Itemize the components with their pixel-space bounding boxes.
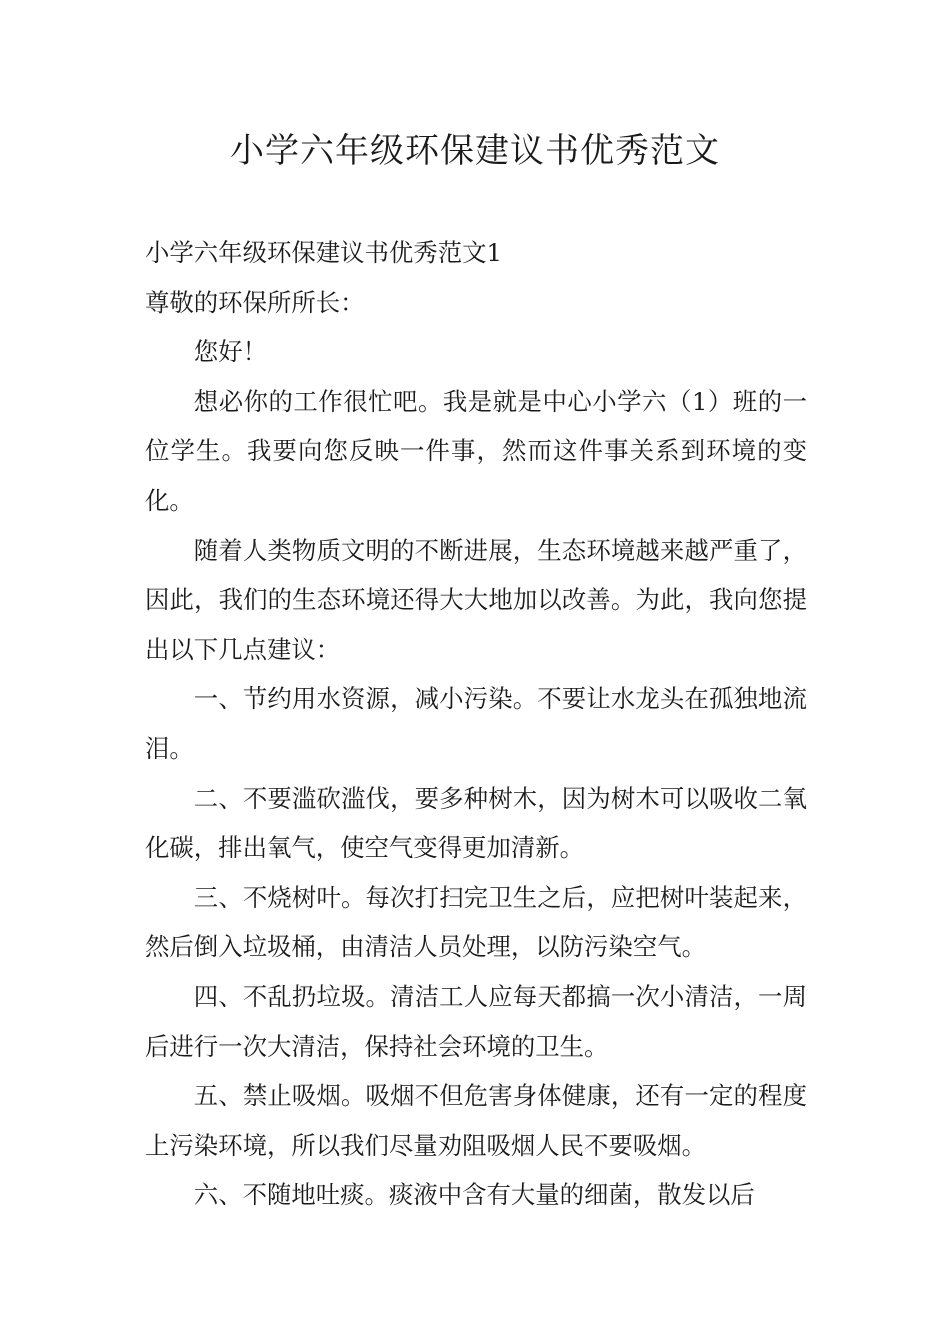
body-paragraph: 随着人类物质文明的不断进展，生态环境越来越严重了，因此，我们的生态环境还得大大地加以改善。为此，我向您提出以下几点建议： <box>145 535 807 664</box>
suggestion-item: 三、不烧树叶。每次打扫完卫生之后，应把树叶装起来，然后倒入垃圾桶，由清洁人员处理，以防污染空气。 <box>145 882 807 962</box>
document-title: 小学六年级环保建议书优秀范文 <box>230 131 720 171</box>
suggestion-item: 五、禁止吸烟。吸烟不但危害身体健康，还有一定的程度上污染环境，所以我们尽量劝阻吸烟人民不要吸烟。 <box>145 1081 807 1160</box>
suggestion-item: 六、不随地吐痰。痰液中含有大量的细菌，散发以后 <box>193 1180 755 1210</box>
salutation: 尊敬的环保所所长： <box>145 287 365 317</box>
suggestion-item: 二、不要滥砍滥伐，要多种树木，因为树木可以吸收二氧化碳，排出氧气，使空气变得更加清新。 <box>145 783 807 863</box>
document-body <box>145 228 807 1220</box>
suggestion-item: 四、不乱扔垃圾。清洁工人应每天都搞一次小清洁，一周后进行一次大清洁，保持社会环境的卫生。 <box>145 981 807 1061</box>
greeting: 您好！ <box>193 337 267 367</box>
suggestion-item: 一、节约用水资源，减小污染。不要让水龙头在孤独地流泪。 <box>145 684 807 763</box>
section-heading: 小学六年级环保建议书优秀范文1 <box>145 238 502 267</box>
body-paragraph: 想必你的工作很忙吧。我是就是中心小学六（1）班的一位学生。我要向您反映一件事，然而这件事关系到环境的变化。 <box>145 386 807 515</box>
